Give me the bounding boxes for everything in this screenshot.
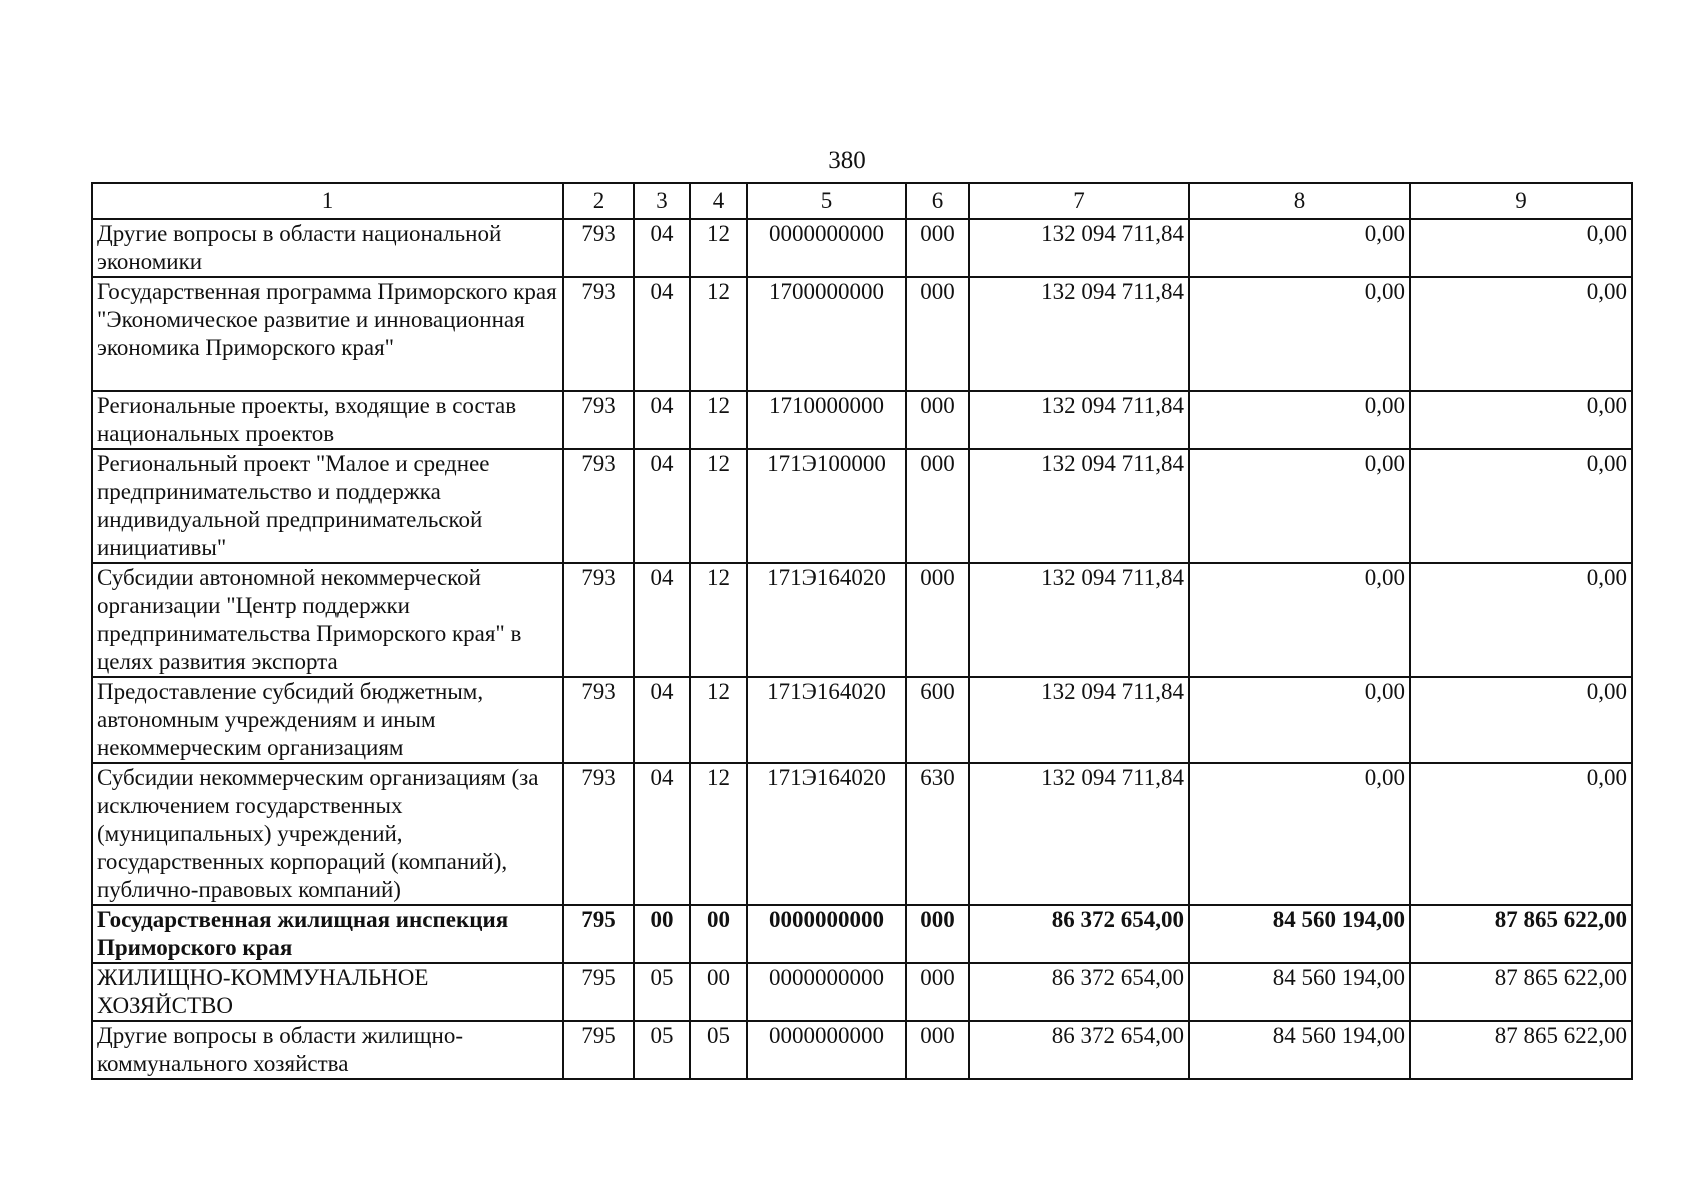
target-article-code: 171Э164020: [747, 677, 906, 763]
header-col-2: 2: [563, 183, 634, 219]
table-row: [92, 1021, 1632, 1079]
budget-table: [91, 182, 1633, 1080]
section-code: 05: [634, 963, 690, 1021]
amount-col-9: 0,00: [1410, 277, 1632, 391]
amount-col-7: 86 372 654,00: [969, 963, 1189, 1021]
page-number: 380: [828, 147, 866, 174]
header-col-5: 5: [747, 183, 906, 219]
section-code: 04: [634, 677, 690, 763]
amount-col-7: 86 372 654,00: [969, 1021, 1189, 1079]
ministry-code: 795: [563, 963, 634, 1021]
ministry-code: 793: [563, 563, 634, 677]
row-name: ЖИЛИЩНО-КОММУНАЛЬНОЕ ХОЗЯЙСТВО: [92, 963, 563, 1021]
subsection-code: 12: [690, 219, 747, 277]
ministry-code: 793: [563, 391, 634, 449]
amount-col-8: 84 560 194,00: [1189, 963, 1410, 1021]
expense-type-code: 000: [906, 219, 969, 277]
target-article-code: 1700000000: [747, 277, 906, 391]
table-row: [92, 391, 1632, 449]
target-article-code: 1710000000: [747, 391, 906, 449]
expense-type-code: 000: [906, 1021, 969, 1079]
subsection-code: 12: [690, 677, 747, 763]
subsection-code: 12: [690, 391, 747, 449]
subsection-code: 00: [690, 905, 747, 963]
section-code: 05: [634, 1021, 690, 1079]
amount-col-8: 0,00: [1189, 449, 1410, 563]
table-row: [92, 449, 1632, 563]
target-article-code: 0000000000: [747, 219, 906, 277]
header-col-8: 8: [1189, 183, 1410, 219]
amount-col-9: 0,00: [1410, 219, 1632, 277]
subsection-code: 12: [690, 563, 747, 677]
amount-col-8: 0,00: [1189, 391, 1410, 449]
table-row: [92, 219, 1632, 277]
amount-col-7: 86 372 654,00: [969, 905, 1189, 963]
amount-col-8: 0,00: [1189, 563, 1410, 677]
expense-type-code: 000: [906, 391, 969, 449]
amount-col-9: 87 865 622,00: [1410, 1021, 1632, 1079]
target-article-code: 171Э100000: [747, 449, 906, 563]
header-col-3: 3: [634, 183, 690, 219]
expense-type-code: 000: [906, 905, 969, 963]
row-name: Региональные проекты, входящие в состав национальных проектов: [92, 391, 563, 449]
amount-col-8: 84 560 194,00: [1189, 1021, 1410, 1079]
subsection-code: 05: [690, 1021, 747, 1079]
header-col-4: 4: [690, 183, 747, 219]
header-col-7: 7: [969, 183, 1189, 219]
subsection-code: 00: [690, 963, 747, 1021]
amount-col-7: 132 094 711,84: [969, 677, 1189, 763]
row-name: Государственная программа Приморского края "Экономическое развитие и инновационная экономика Приморского края": [92, 277, 563, 391]
table-row: [92, 905, 1632, 963]
subsection-code: 12: [690, 449, 747, 563]
header-col-9: 9: [1410, 183, 1632, 219]
section-code: 04: [634, 219, 690, 277]
expense-type-code: 600: [906, 677, 969, 763]
target-article-code: 0000000000: [747, 1021, 906, 1079]
amount-col-9: 0,00: [1410, 563, 1632, 677]
row-name: Субсидии автономной некоммерческой организации "Центр поддержки предпринимательства Приморского края" в целях развития экспорта: [92, 563, 563, 677]
section-code: 04: [634, 763, 690, 905]
ministry-code: 793: [563, 219, 634, 277]
row-name: Предоставление субсидий бюджетным, автономным учреждениям и иным некоммерческим организациям: [92, 677, 563, 763]
target-article-code: 0000000000: [747, 963, 906, 1021]
amount-col-8: 0,00: [1189, 763, 1410, 905]
target-article-code: 0000000000: [747, 905, 906, 963]
amount-col-9: 87 865 622,00: [1410, 905, 1632, 963]
target-article-code: 171Э164020: [747, 763, 906, 905]
amount-col-7: 132 094 711,84: [969, 391, 1189, 449]
row-name: Другие вопросы в области жилищно-коммунального хозяйства: [92, 1021, 563, 1079]
row-name: Государственная жилищная инспекция Приморского края: [92, 905, 563, 963]
amount-col-9: 0,00: [1410, 763, 1632, 905]
expense-type-code: 000: [906, 277, 969, 391]
expense-type-code: 630: [906, 763, 969, 905]
header-col-1: 1: [92, 183, 563, 219]
ministry-code: 793: [563, 677, 634, 763]
section-code: 04: [634, 391, 690, 449]
expense-type-code: 000: [906, 563, 969, 677]
amount-col-7: 132 094 711,84: [969, 449, 1189, 563]
amount-col-8: 0,00: [1189, 677, 1410, 763]
header-row: [92, 183, 1632, 219]
table-row: [92, 963, 1632, 1021]
amount-col-9: 87 865 622,00: [1410, 963, 1632, 1021]
amount-col-8: 84 560 194,00: [1189, 905, 1410, 963]
header-col-6: 6: [906, 183, 969, 219]
ministry-code: 793: [563, 277, 634, 391]
table-row: [92, 677, 1632, 763]
row-name: Субсидии некоммерческим организациям (за исключением государственных (муниципальных) учреждений, государственных корпораций (компаний), публично-правовых компаний): [92, 763, 563, 905]
section-code: 04: [634, 277, 690, 391]
row-name: Другие вопросы в области национальной экономики: [92, 219, 563, 277]
ministry-code: 795: [563, 905, 634, 963]
amount-col-9: 0,00: [1410, 391, 1632, 449]
section-code: 04: [634, 449, 690, 563]
row-name: Региональный проект "Малое и среднее предпринимательство и поддержка индивидуальной предпринимательской инициативы": [92, 449, 563, 563]
table-row: [92, 277, 1632, 391]
table-row: [92, 563, 1632, 677]
amount-col-7: 132 094 711,84: [969, 219, 1189, 277]
amount-col-9: 0,00: [1410, 677, 1632, 763]
amount-col-8: 0,00: [1189, 219, 1410, 277]
amount-col-7: 132 094 711,84: [969, 277, 1189, 391]
expense-type-code: 000: [906, 449, 969, 563]
ministry-code: 793: [563, 449, 634, 563]
amount-col-7: 132 094 711,84: [969, 563, 1189, 677]
target-article-code: 171Э164020: [747, 563, 906, 677]
subsection-code: 12: [690, 277, 747, 391]
section-code: 00: [634, 905, 690, 963]
amount-col-8: 0,00: [1189, 277, 1410, 391]
expense-type-code: 000: [906, 963, 969, 1021]
table-row: [92, 763, 1632, 905]
amount-col-7: 132 094 711,84: [969, 763, 1189, 905]
amount-col-9: 0,00: [1410, 449, 1632, 563]
table-body: [92, 219, 1632, 1079]
ministry-code: 793: [563, 763, 634, 905]
table-header: [92, 183, 1632, 219]
section-code: 04: [634, 563, 690, 677]
subsection-code: 12: [690, 763, 747, 905]
ministry-code: 795: [563, 1021, 634, 1079]
